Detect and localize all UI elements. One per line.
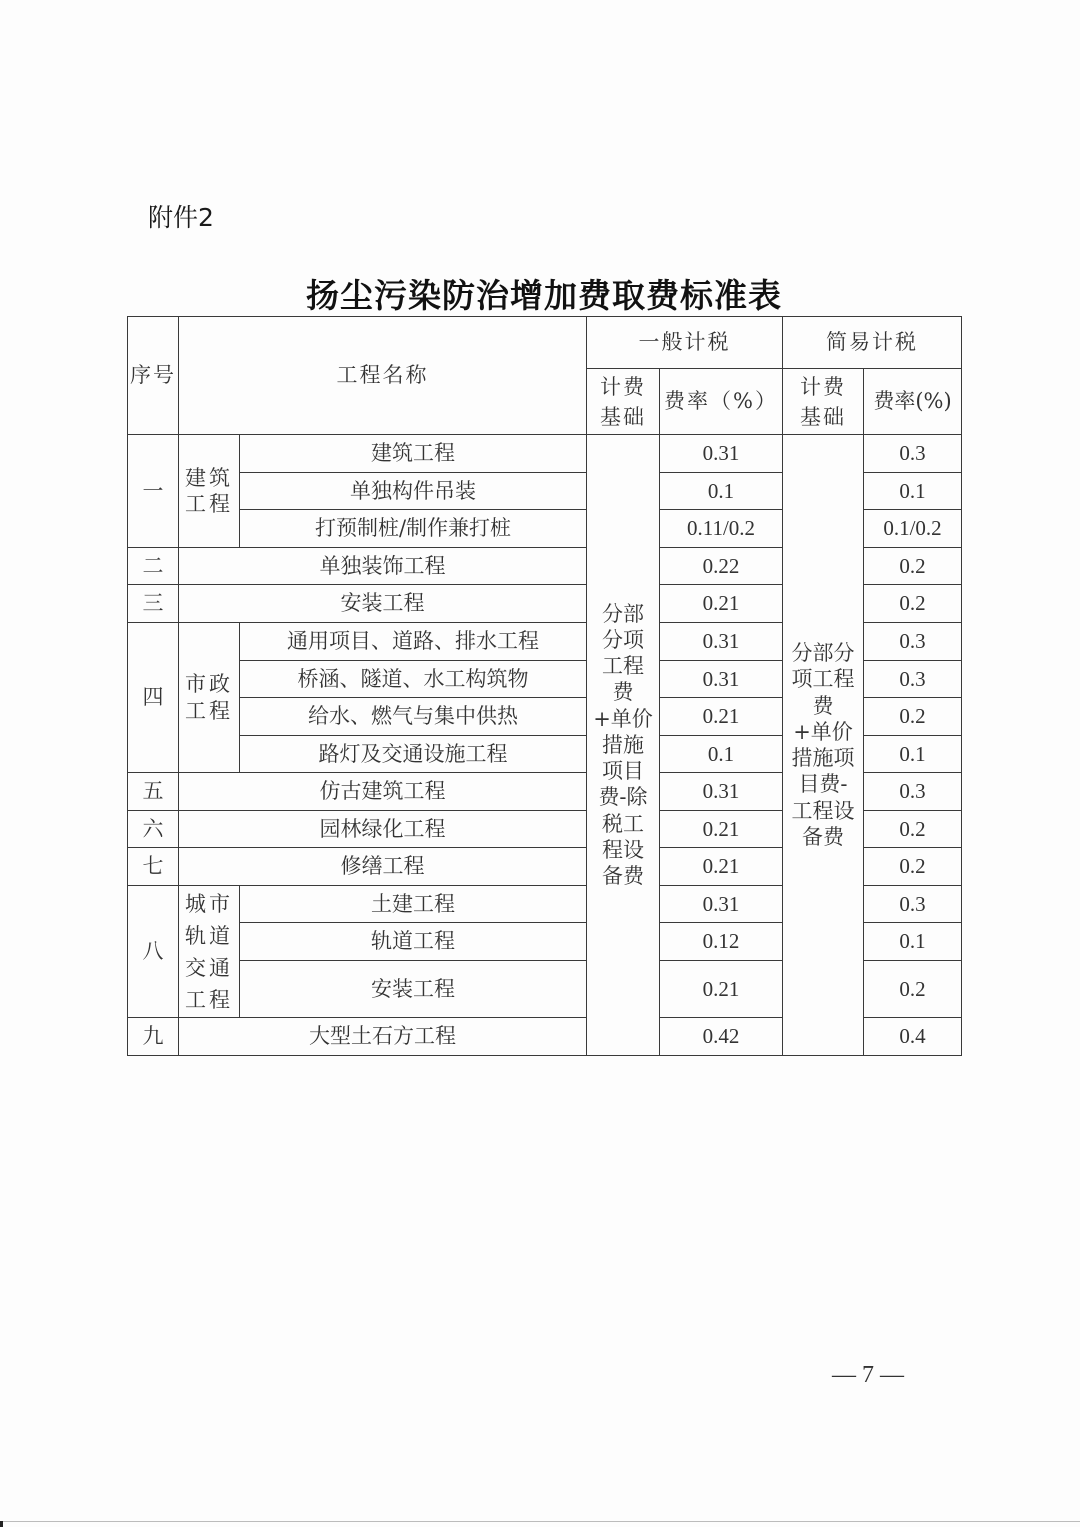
row-seq: 六: [128, 811, 179, 848]
category-line: 交通: [185, 955, 233, 980]
simple-rate: 0.2: [864, 961, 962, 1018]
basis-line: 费: [812, 693, 834, 718]
general-rate: 0.31: [660, 886, 783, 923]
row-project-name: 单独构件吊装: [240, 473, 587, 510]
basis-line: 费-除: [598, 785, 648, 810]
category-line: 城市: [185, 891, 233, 916]
simple-rate: 0.2: [864, 585, 962, 623]
simple-rate: 0.2: [864, 848, 962, 886]
scan-edge-mark: [0, 1521, 3, 1527]
general-rate: 0.31: [660, 661, 783, 698]
category-line: 建筑: [185, 465, 233, 490]
header-simple-tax: 简易计税: [783, 317, 962, 369]
simple-rate: 0.2: [864, 811, 962, 848]
general-rate: 0.21: [660, 585, 783, 623]
simple-rate: 0.3: [864, 661, 962, 698]
general-rate: 0.1: [660, 473, 783, 510]
row-seq: 二: [128, 548, 179, 585]
row-category: [179, 435, 240, 548]
general-rate: 0.31: [660, 773, 783, 811]
category-line: 工程: [185, 987, 233, 1012]
attachment-label: 附件2: [148, 203, 214, 232]
row-project-name: 桥涵、隧道、水工构筑物: [240, 661, 587, 698]
category-line: 工程: [185, 492, 233, 516]
header-seq: 序号: [128, 317, 179, 435]
header-general-rate: 费率（%）: [660, 369, 783, 435]
simple-rate: 0.1: [864, 923, 962, 961]
simple-rate: 0.4: [864, 1018, 962, 1056]
header-general-tax: 一般计税: [587, 317, 783, 369]
simple-rate: 0.3: [864, 435, 962, 473]
general-rate: 0.1: [660, 736, 783, 773]
basis-line: 程设: [602, 837, 644, 862]
basis-line: +单价: [793, 719, 853, 744]
simple-rate: 0.1/0.2: [864, 510, 962, 548]
simple-rate: 0.1: [864, 736, 962, 773]
row-project-name: 建筑工程: [240, 435, 587, 473]
category-line: 工程: [185, 698, 233, 723]
basis-line: 工程: [602, 654, 644, 679]
general-rate: 0.22: [660, 548, 783, 585]
row-category: [179, 886, 240, 1018]
row-project-name: 通用项目、道路、排水工程: [240, 623, 587, 661]
general-rate: 0.42: [660, 1018, 783, 1056]
simple-rate: 0.3: [864, 623, 962, 661]
basis-line: 措施: [602, 732, 644, 757]
row-seq: 九: [128, 1018, 179, 1056]
category-line: 市政: [185, 672, 233, 697]
basis-line: 备费: [802, 824, 844, 849]
general-rate: 0.21: [660, 698, 783, 736]
basis-line: 分部分: [791, 641, 855, 665]
general-rate: 0.21: [660, 961, 783, 1018]
row-seq: 八: [128, 886, 179, 1018]
basis-line: 项工程: [791, 667, 855, 692]
simple-rate: 0.2: [864, 698, 962, 736]
category-line: 轨道: [185, 923, 233, 948]
row-project-name: 打预制桩/制作兼打桩: [240, 510, 587, 548]
document-title: 扬尘污染防治增加费取费标准表: [306, 276, 782, 315]
simple-rate: 0.3: [864, 886, 962, 923]
header-simple-rate: 费率(%): [864, 369, 962, 435]
basis-line: 分部: [602, 601, 644, 626]
row-seq: 一: [128, 435, 179, 548]
row-project-name: 大型土石方工程: [179, 1018, 587, 1056]
row-project-name: 给水、燃气与集中供热: [240, 698, 587, 736]
row-project-name: 安装工程: [179, 585, 587, 623]
general-rate: 0.31: [660, 435, 783, 473]
row-seq: 三: [128, 585, 179, 623]
basis-line: 工程设: [791, 798, 855, 823]
row-project-name: 安装工程: [240, 961, 587, 1018]
simple-basis-cell: [783, 435, 864, 1056]
basis-line: +单价: [593, 706, 653, 731]
general-rate: 0.31: [660, 623, 783, 661]
row-project-name: 仿古建筑工程: [179, 773, 587, 811]
simple-rate: 0.3: [864, 773, 962, 811]
row-project-name: 路灯及交通设施工程: [240, 736, 587, 773]
simple-rate: 0.2: [864, 548, 962, 585]
header-project-name: 工程名称: [179, 317, 587, 435]
general-basis-cell: [587, 435, 660, 1056]
row-category: [179, 623, 240, 773]
header-simple-basis: 计费基础: [783, 369, 864, 435]
basis-line: 措施项: [791, 746, 855, 770]
page-number: — 7 —: [832, 1362, 904, 1388]
table-row: [128, 435, 962, 473]
basis-line: 费: [612, 680, 634, 705]
basis-line: 目费-: [798, 772, 848, 797]
general-rate: 0.12: [660, 923, 783, 961]
row-seq: 七: [128, 848, 179, 886]
scan-edge-line: [0, 1521, 1080, 1522]
general-rate: 0.21: [660, 848, 783, 886]
basis-line: 税工: [602, 811, 644, 836]
header-general-basis: 计费基础: [587, 369, 660, 435]
simple-rate: 0.1: [864, 473, 962, 510]
row-seq: 四: [128, 623, 179, 773]
row-project-name: 土建工程: [240, 886, 587, 923]
general-rate: 0.11/0.2: [660, 510, 783, 548]
basis-line: 项目: [602, 759, 644, 784]
row-project-name: 园林绿化工程: [179, 811, 587, 848]
row-project-name: 轨道工程: [240, 923, 587, 961]
row-seq: 五: [128, 773, 179, 811]
basis-line: 备费: [602, 864, 644, 889]
general-rate: 0.21: [660, 811, 783, 848]
row-project-name: 单独装饰工程: [179, 548, 587, 585]
fee-standard-table: [127, 316, 962, 1056]
row-project-name: 修缮工程: [179, 848, 587, 886]
basis-line: 分项: [602, 627, 644, 652]
